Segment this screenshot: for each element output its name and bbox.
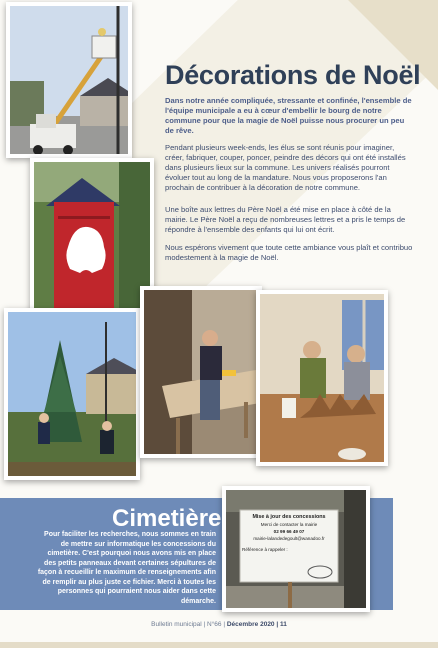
sign-email: mairie-lalandedegoult@wanadoo.fr [253,536,325,541]
bucket-truck-image [10,6,132,158]
footer-date: Décembre 2020 [226,621,275,628]
photo-bucket-truck [6,2,132,158]
sign-reference: Référence à rappeler : [242,547,288,552]
crafting-image [260,294,388,466]
cemetery-text: Pour faciliter les recherches, nous sommes en train de mettre sur informatique les concessions du cimetière. C'est pourquoi nous avons mis en place des petits panneaux devant certaines sépultures de façon à recueillir le maximum de renseignements afin de remplir au plus juste ce fichier. Merci à toutes les personnes qui pourraient nous aider dans cette démarche. [37,531,216,605]
tree-planting-image [8,312,140,480]
article-title: Décorations de Noël [165,60,421,90]
footer-rule [0,642,438,648]
sign-heading: Mise à jour des concessions [252,514,326,520]
sign-line: Merci de contacter la mairie [260,522,318,527]
cemetery-title: Cimetière [112,505,222,532]
article-intro: Dans notre année compliquée, stressante et confinée, l'ensemble de l'équipe municipale a eu à cœur d'embellir le bourg de notre commune pour que la magie de Noël puisse nous procurer un peu de rêve. [165,96,412,135]
page-footer [0,621,438,628]
footer-page-number: | 11 [276,621,287,628]
article-paragraph: Nous espérons vivement que toute cette ambiance vous plaît et contribuo modestement à la magie de Noël. [165,243,413,262]
sign-phone: 02 99 66 49 07 [273,529,305,534]
photo-crafting [256,290,388,466]
photo-santa-letterbox [30,158,154,318]
photo-woodwork [140,286,262,458]
article-paragraph: Une boîte aux lettres du Père Noël a été mise en place à côté de la mairie. Le Père Noël a reçu de nombreuses lettres et a pris le temps de répondre à l'ensemble des enfants qui lui ont écrit. [165,205,406,234]
photo-concession-sign [222,486,370,612]
sign-text [242,514,336,553]
footer-label: Bulletin municipal | N°66 | [151,621,226,628]
letterbox-image [34,162,154,318]
photo-tree-planting [4,308,140,480]
woodwork-image [144,290,262,458]
article-paragraph: Pendant plusieurs week-ends, les élus se sont réunis pour imaginer, créer, fabriquer, couper, poncer, peindre des décors qui ont été installés dans plusieurs lieux sur la commune. Les univers réalisés pourront évoluer tout au long de la mandature. Nous vous proposerons l'an prochain de contribuer à la décoration de notre commune. [165,143,406,192]
